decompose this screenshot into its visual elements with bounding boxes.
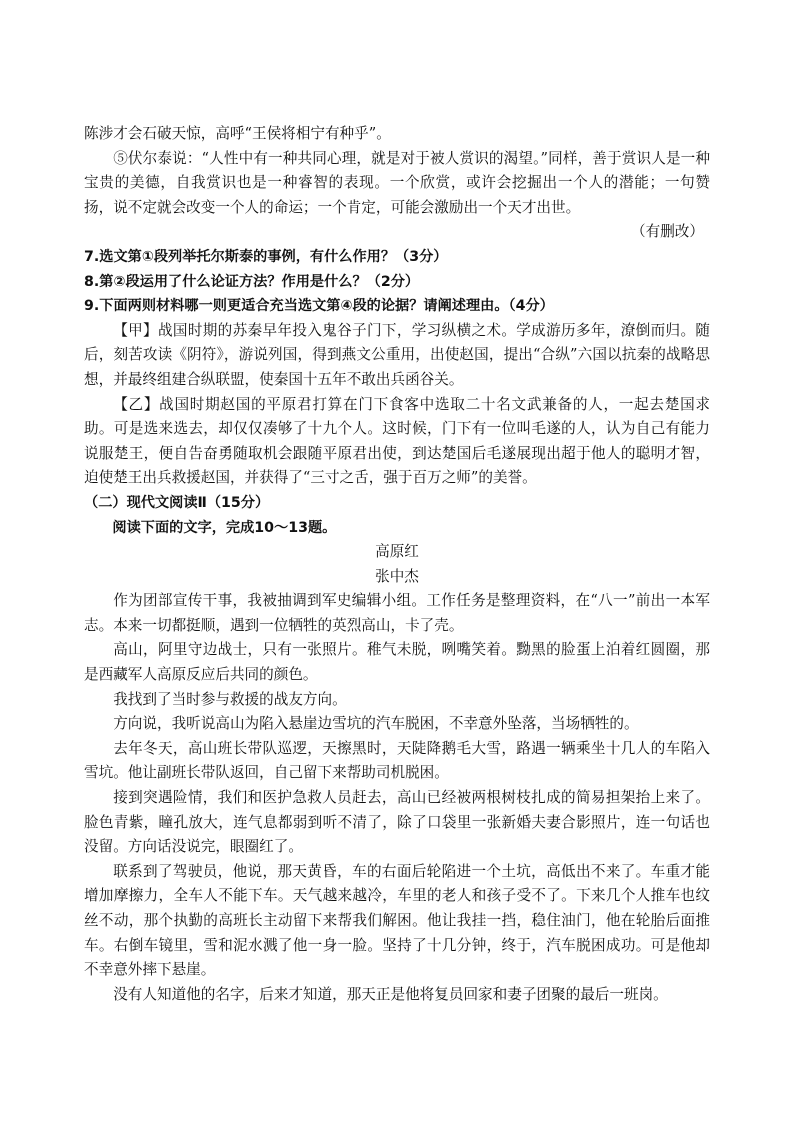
article-author: 张中杰	[375, 567, 419, 585]
article-paragraph-6: 接到突遇险情，我们和医护急救人员赶去，高山已经被两根树枝扎成的简易担架抬上来了。脸色青紫，瞳孔放大，连气息都弱到听不清了，除了口袋里一张新婚夫妻合影照片，连一句话也没留。方向话没说完，眼圈红了。	[84, 789, 710, 856]
material-yi: 【乙】战国时期赵国的平原君打算在门下食客中选取二十名文武兼备的人，一起去楚国求助。可是选来选去，却仅仅凑够了十九个人。这时候，门下有一位叫毛遂的人，认为自己有能力说服楚王，便自告奋勇随取机会跟随平原君出使，到达楚国后毛遂展现出超于他人的聪明才智，迫使楚王出兵救援赵国，并获得了“三寸之舌，强于百万之师”的美誉。	[84, 395, 710, 487]
edit-note: （有删改）	[631, 223, 704, 241]
article-paragraph-3: 我找到了当时参与救援的战友方向。	[113, 690, 347, 708]
article-paragraph-8: 没有人知道他的名字，后来才知道，那天正是他将复员回家和妻子团聚的最后一班岗。	[113, 985, 668, 1003]
paragraph-continuation: 陈涉才会石破天惊，高呼“王侯将相宁有种乎”。	[84, 125, 391, 142]
material-jia: 【甲】战国时期的苏秦早年投入鬼谷子门下，学习纵横之术。学成游历多年，潦倒而归。随后，刻苦攻读《阴符》，游说列国，得到燕文公重用，出使赵国，提出“合纵”六国以抗秦的战略思想，并最终组建合纵联盟，使秦国十五年不敢出兵函谷关。	[84, 321, 710, 388]
article-paragraph-1: 作为团部宣传干事，我被抽调到军史编辑小组。工作任务是整理资料，在“八一”前出一本军志。本来一切都挺顺，遇到一位牺牲的英烈高山，卡了壳。	[84, 592, 710, 634]
article-paragraph-4: 方向说，我听说高山为陷入悬崖边雪坑的汽车脱困，不幸意外坠落，当场牺牲的。	[113, 715, 639, 733]
section-heading: （二）现代文阅读Ⅱ（15分）	[84, 494, 270, 511]
article-paragraph-5: 去年冬天，高山班长带队巡逻，天擦黑时，天陡降鹅毛大雪，路遇一辆乘坐十几人的车陷入雪坑。他让副班长带队返回，自己留下来帮助司机脱困。	[84, 739, 710, 782]
article-title: 高原红	[375, 543, 419, 561]
question-9: 9.下面两则材料哪一则更适合充当选文第④段的论据？请阐述理由。（4分）	[84, 298, 554, 315]
reading-instruction: 阅读下面的文字，完成10～13题。	[112, 519, 337, 536]
document-page	[84, 122, 710, 1007]
article-paragraph-2: 高山，阿里守边战士，只有一张照片。稚气未脱，咧嘴笑着。黝黑的脸蛋上泊着红圆圈，那是西藏军人高原反应后共同的颜色。	[84, 641, 710, 684]
paragraph-5: ⑤伏尔泰说：“人性中有一种共同心理，就是对于被人赏识的渴望。”同样，善于赏识人是一种宝贵的美德，自我赏识也是一种睿智的表现。一个欣赏，或许会挖掘出一个人的潜能；一句赞扬，说不定就会改变一个人的命运；一个肯定，可能会激励出一个天才出世。	[84, 149, 710, 216]
article-paragraph-7: 联系到了驾驶员，他说，那天黄昏，车的右面后轮陷进一个土坑，高低出不来了。车重才能增加摩擦力，全车人不能下车。天气越来越冷，车里的老人和孩子受不了。下来几个人推车也纹丝不动，那个执勤的高班长主动留下来帮我们解困。他让我挂一挡，稳住油门，他在轮胎后面推车。右倒车镜里，雪和泥水溅了他一身一脸。坚持了十几分钟，终于，汽车脱困成功。可是他却不幸意外摔下悬崖。	[84, 862, 710, 979]
question-8: 8.第②段运用了什么论证方法？作用是什么？（2分）	[84, 273, 420, 290]
question-7: 7.选文第①段列举托尔斯泰的事例，有什么作用？（3分）	[84, 248, 448, 265]
